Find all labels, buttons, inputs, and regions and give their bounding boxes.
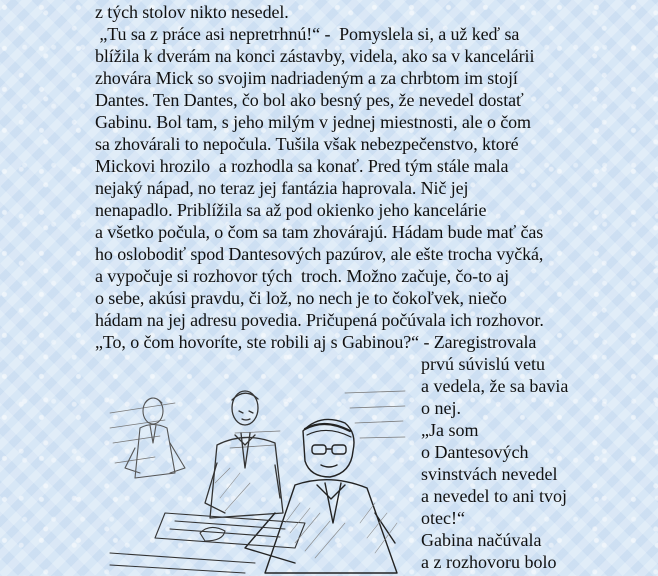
wrapped-text-line: svinstvách nevedel [421, 464, 558, 484]
wrapped-text-line: Gabina načúvala [421, 530, 542, 550]
wrapped-text-line: „Ja som [421, 420, 479, 440]
text-line: ho oslobodiť spod Dantesových pazúrov, ale ešte trocha vyčká, [95, 244, 544, 264]
sketch-illustration [105, 373, 410, 576]
text-line: „To, o čom hovoríte, ste robili aj s Gabinou?“ - Zaregistrovala [95, 332, 537, 352]
wrapped-text-line: otec!“ [421, 508, 465, 528]
text-line [95, 1, 595, 23]
wrapped-text-line: a vedela, že sa bavia [421, 376, 569, 396]
text-line: o sebe, akúsi pravdu, či lož, no nech je to čokoľvek, niečo [95, 288, 507, 308]
text-line: nenapadlo. Priblížila sa až pod okienko jeho kancelárie [95, 200, 487, 220]
text-line: nejaký nápad, no teraz jej fantázia haprovala. Nič jej [95, 178, 469, 198]
text-line: a vypočuje si rozhovor tých troch. Možno začuje, čo-to aj [95, 266, 510, 286]
text-line: hádam na jej adresu povedia. Pričupená počúvala ich rozhovor. [95, 310, 544, 330]
text-line: Mickovi hrozilo a rozhodla sa konať. Pred tým stále mala [95, 156, 509, 176]
wrapped-text-line: a z rozhovoru bolo [421, 552, 557, 572]
text-line: zhovára Mick so svojim nadriadeným a za chrbtom im stojí [95, 68, 518, 88]
text-line: a všetko počula, o čom sa tam zhovárajú. Hádam bude mať čas [95, 222, 544, 242]
text-line: blížila k dverám na konci zástavby, videla, ako sa v kancelárii [95, 46, 535, 66]
text-segment: z tých stolov nikto nesedel. [95, 2, 289, 22]
wrapped-text-line: o Dantesových [421, 442, 529, 462]
wrapped-text-line: prvú súvislú vetu [421, 354, 545, 374]
wrapped-text-line: o nej. [421, 398, 461, 418]
wrapped-text-line: a nevedel to ani tvoj [421, 486, 567, 506]
text-line: „Tu sa z práce asi nepretrhnú!“ - Pomyslela si, a už keď sa [95, 24, 520, 44]
text-line: Dantes. Ten Dantes, čo bol ako besný pes, že nevedel dostať [95, 90, 524, 110]
text-line: Gabinu. Bol tam, s jeho milým v jednej miestnosti, ale o čom [95, 112, 531, 132]
text-line: sa zhovárali to nepočula. Tušila však nebezpečenstvo, ktoré [95, 134, 519, 154]
